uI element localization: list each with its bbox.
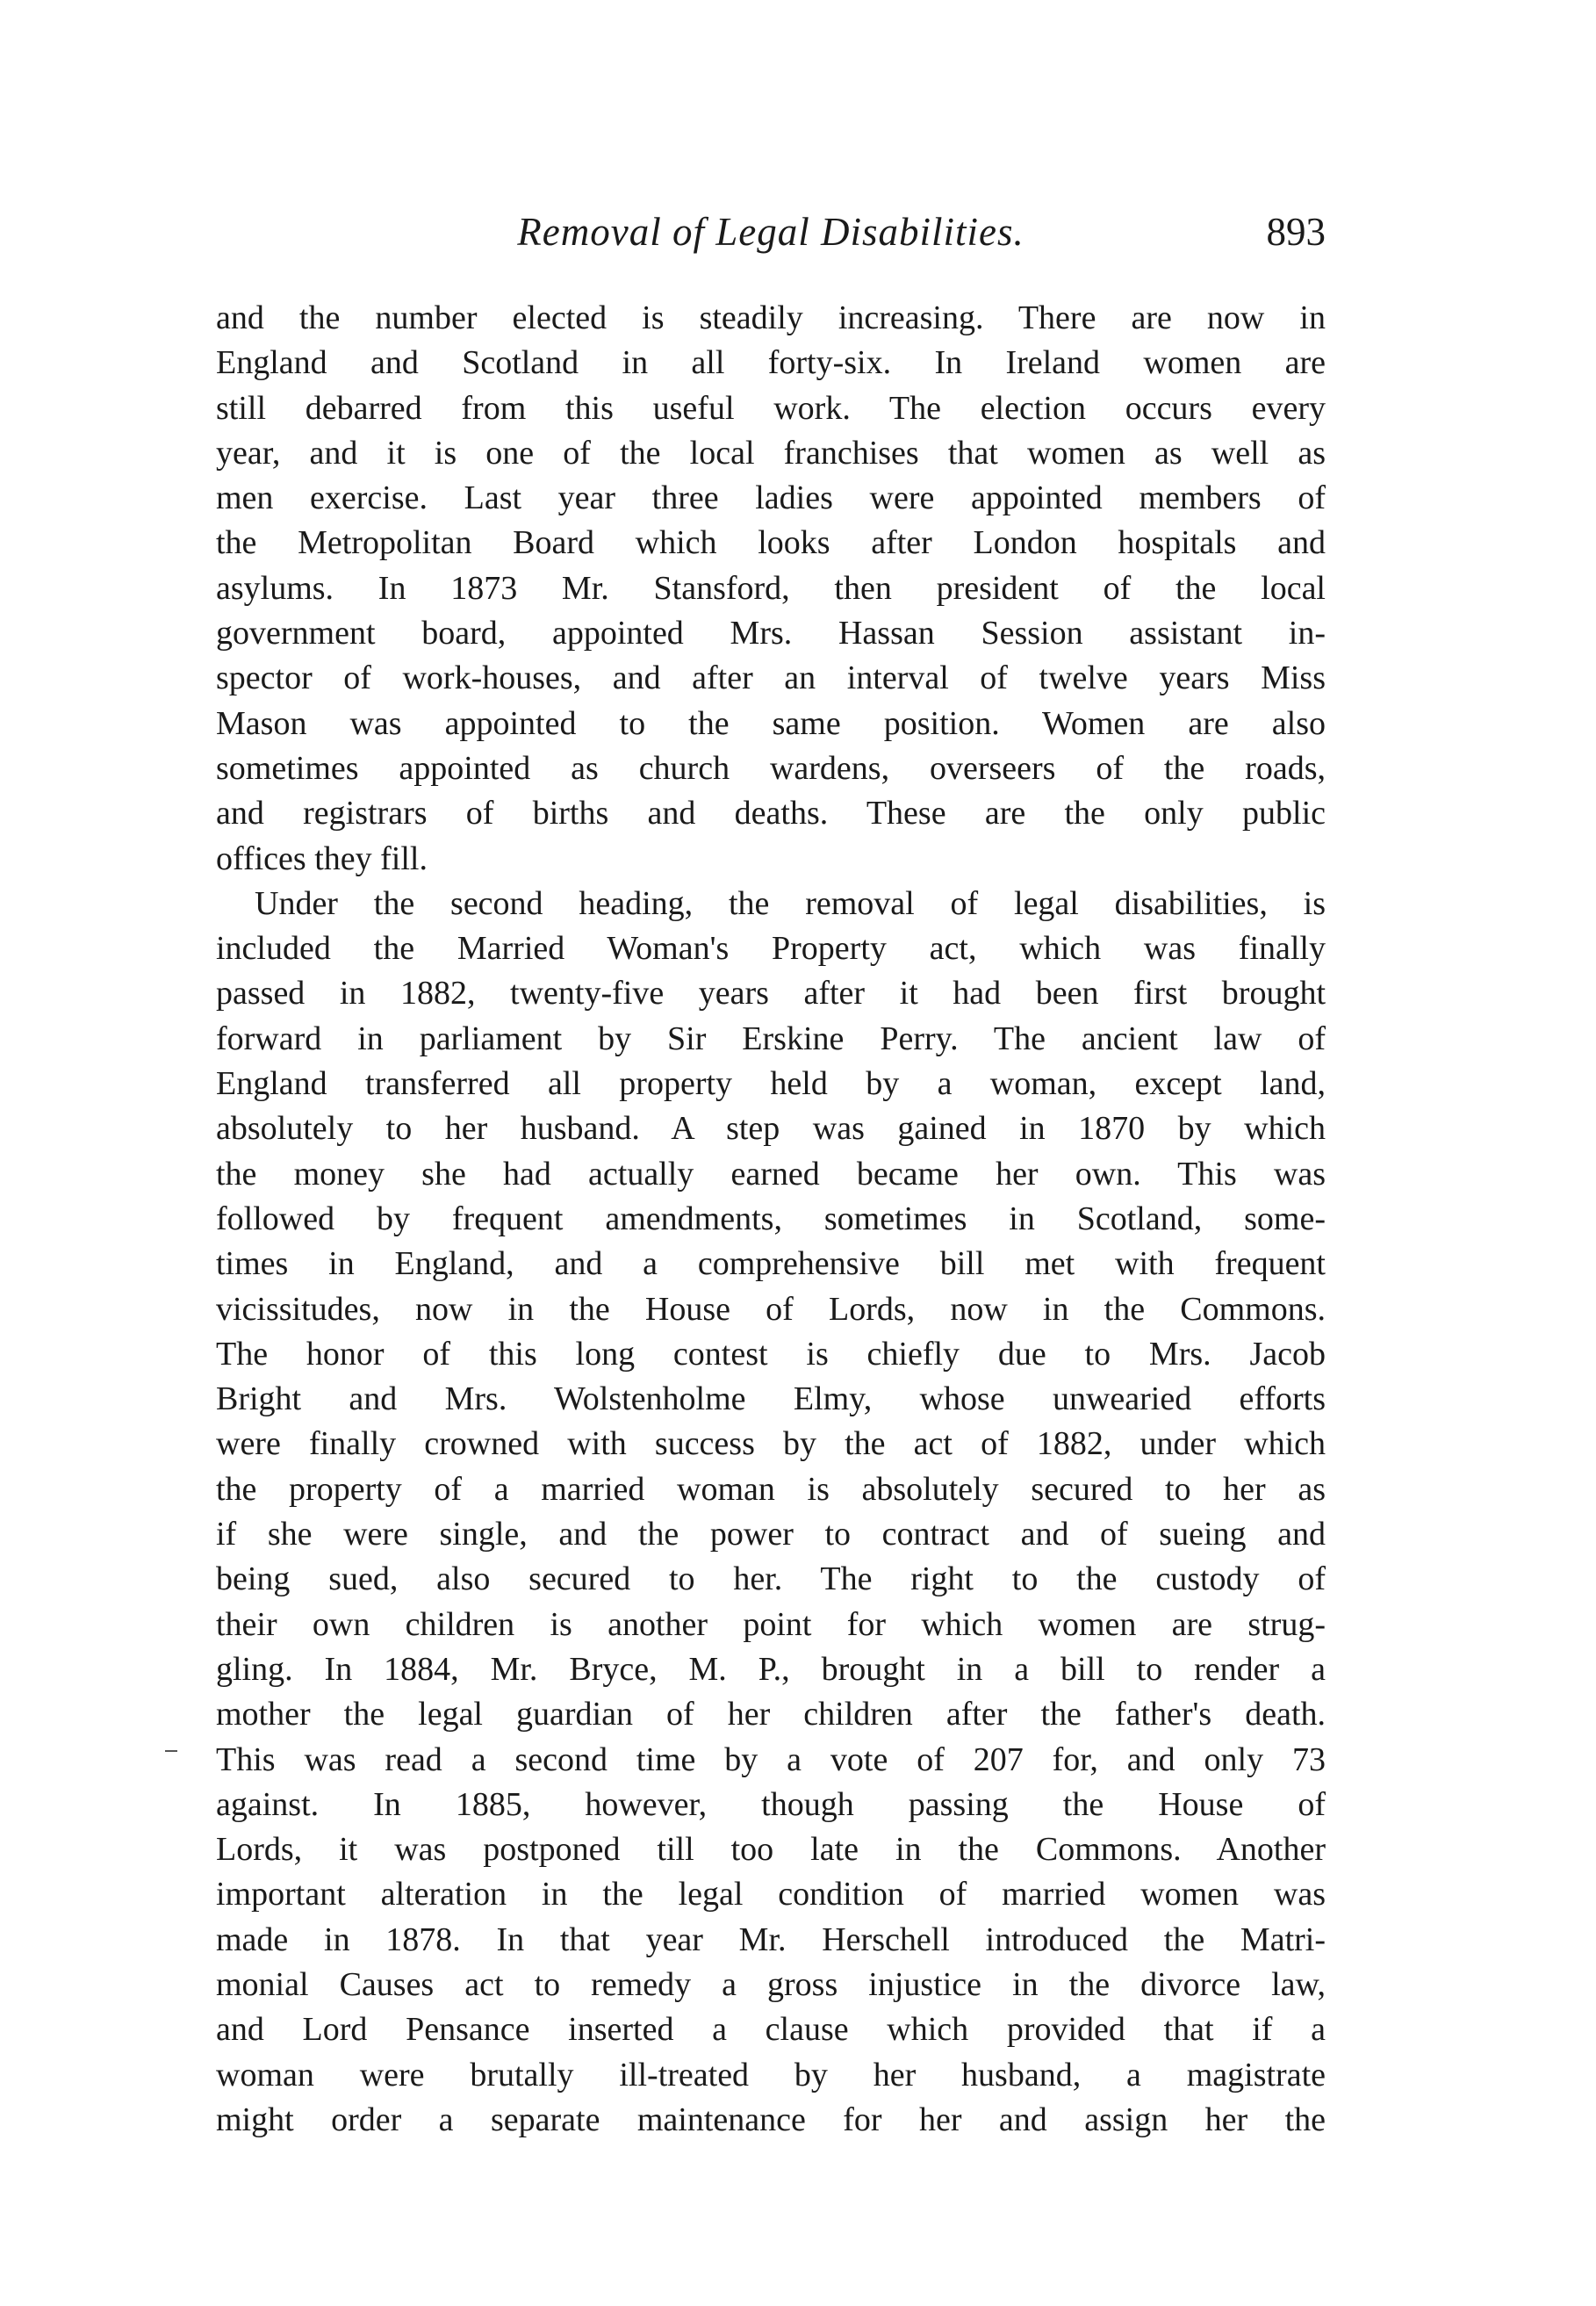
text-line: still debarred from this useful work. The election occurs every [216, 389, 1326, 427]
text-line: year, and it is one of the local franchises that women as well as [216, 434, 1326, 472]
text-line: being sued, also secured to her. The right to the custody of [216, 1560, 1326, 1598]
text-line: This was read a second time by a vote of 207 for, and only 73 [216, 1740, 1326, 1778]
text-line: England transferred all property held by a woman, except land, [216, 1065, 1326, 1103]
text-line: spector of work-houses, and after an interval of twelve years Miss [216, 659, 1326, 697]
text-line: Mason was appointed to the same position. Women are also [216, 704, 1326, 742]
text-line: forward in parliament by Sir Erskine Perry. The ancient law of [216, 1020, 1326, 1057]
text-line: asylums. In 1873 Mr. Stansford, then president of the local [216, 569, 1326, 607]
text-line: government board, appointed Mrs. Hassan Session assistant in- [216, 615, 1326, 652]
text-line: sometimes appointed as church wardens, overseers of the roads, [216, 749, 1326, 787]
text-line: England and Scotland in all forty-six. In Ireland women are [216, 344, 1326, 382]
text-line: the property of a married woman is absolutely secured to her as [216, 1470, 1326, 1508]
text-line: Bright and Mrs. Wolstenholme Elmy, whose unwearied efforts [216, 1380, 1326, 1418]
text-line: made in 1878. In that year Mr. Herschell introduced the Matri- [216, 1920, 1326, 1958]
text-line: against. In 1885, however, though passing the House of [216, 1785, 1326, 1823]
text-line: and Lord Pensance inserted a clause which provided that if a [216, 2011, 1326, 2049]
text-line: woman were brutally ill-treated by her husband, a magistrate [216, 2056, 1326, 2093]
margin-mark [165, 1750, 177, 1752]
page-number: 893 [1266, 210, 1326, 254]
text-line: if she were single, and the power to contract and of sueing and [216, 1516, 1326, 1553]
text-line: absolutely to her husband. A step was gained in 1870 by which [216, 1110, 1326, 1148]
text-line: vicissitudes, now in the House of Lords, now in the Commons. [216, 1290, 1326, 1328]
text-line: were finally crowned with success by the act of 1882, under which [216, 1425, 1326, 1463]
text-line: gling. In 1884, Mr. Bryce, M. P., brought in a bill to render a [216, 1650, 1326, 1688]
text-line: men exercise. Last year three ladies were appointed members of [216, 479, 1326, 517]
text-line: The honor of this long contest is chiefly due to Mrs. Jacob [216, 1335, 1326, 1373]
text-line: passed in 1882, twenty-five years after it had been first brought [216, 975, 1326, 1012]
text-line: Under the second heading, the removal of legal disabilities, is [255, 884, 1326, 922]
text-line: and registrars of births and deaths. These are the only public [216, 795, 1326, 832]
text-line: Lords, it was postponed till too late in the Commons. Another [216, 1831, 1326, 1869]
text-line: the money she had actually earned became her own. This was [216, 1155, 1326, 1193]
body-text [216, 296, 1326, 2143]
text-line: followed by frequent amendments, sometimes in Scotland, some- [216, 1200, 1326, 1237]
running-head [216, 204, 1326, 260]
text-line: their own children is another point for which women are strug- [216, 1605, 1326, 1643]
text-line: might order a separate maintenance for her and assign her the [216, 2101, 1326, 2138]
text-line: times in England, and a comprehensive bill met with frequent [216, 1245, 1326, 1283]
text-line: monial Causes act to remedy a gross injustice in the divorce law, [216, 1965, 1326, 2003]
text-line: offices they fill. [216, 840, 428, 877]
text-line: important alteration in the legal condition of married women was [216, 1876, 1326, 1913]
text-line: mother the legal guardian of her children after the father's death. [216, 1696, 1326, 1733]
running-title: Removal of Legal Disabilities. [517, 210, 1024, 254]
text-line: the Metropolitan Board which looks after London hospitals and [216, 524, 1326, 562]
text-line: and the number elected is steadily increasing. There are now in [216, 299, 1326, 336]
text-line: included the Married Woman's Property act, which was finally [216, 930, 1326, 968]
